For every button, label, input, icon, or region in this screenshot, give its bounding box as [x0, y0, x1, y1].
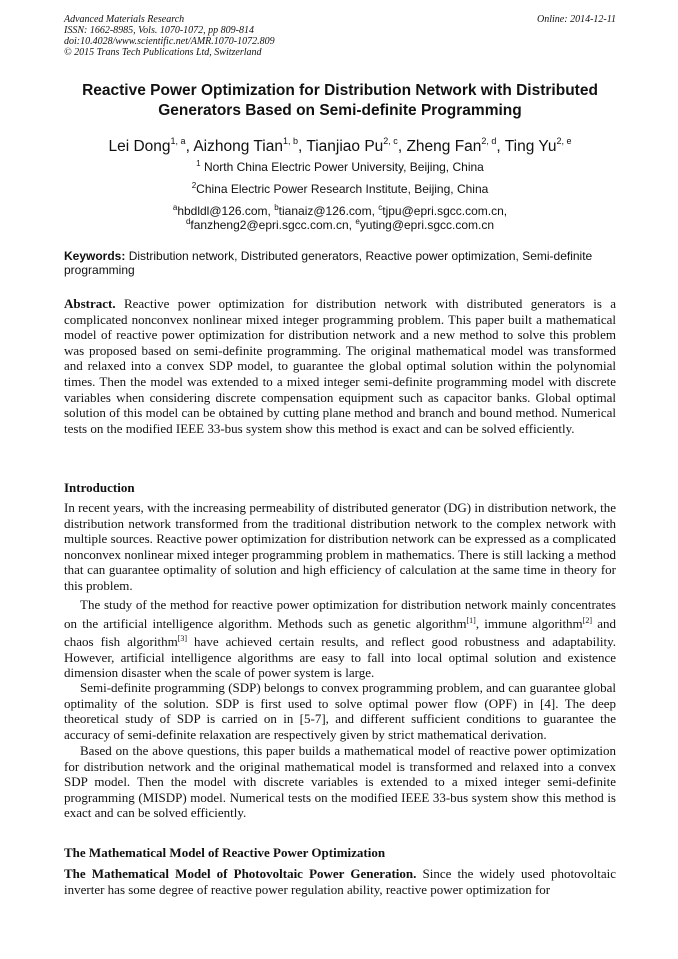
author-sup: 2, e [556, 136, 572, 146]
affiliation-text: North China Electric Power University, Beijing, China [200, 160, 484, 174]
affiliation-2 [64, 179, 616, 196]
paragraph-text: Since the widely used photovoltaic inverter has some degree of reactive power regulation ability, reactive power optimization for [64, 866, 616, 897]
author-sup: 2, c [383, 136, 398, 146]
paragraph-text: and chaos fish algorithm [64, 615, 616, 650]
email-sup: c [378, 203, 383, 212]
abstract [64, 296, 616, 436]
author-sep: , [297, 138, 307, 155]
paper-title [64, 81, 616, 121]
issn-line: ISSN: 1662-8985, Vols. 1070-1072, pp 809-814 [64, 25, 254, 36]
running-header [64, 14, 616, 58]
affiliation-1 [64, 157, 616, 174]
intro-paragraph-2 [64, 597, 616, 681]
title-line-1: Reactive Power Optimization for Distribution Network with Distributed [82, 82, 598, 99]
email: fanzheng2@epri.sgcc.com.cn, [190, 218, 356, 232]
citation: [1] [466, 615, 476, 625]
author: Ting Yu [504, 138, 557, 155]
copyright-line: © 2015 Trans Tech Publications Ltd, Switzerland [64, 47, 262, 58]
citation: [3] [177, 634, 188, 644]
author-sup: 2, d [481, 136, 497, 146]
author-sep: , [496, 138, 505, 155]
subsection-label: The Mathematical Model of Photovoltaic Power Generation. [64, 866, 417, 881]
email-sup: d [185, 217, 191, 226]
title-line-2: Generators Based on Semi-definite Programming [158, 102, 522, 119]
affiliation-text: China Electric Power Research Institute, Beijing, China [196, 182, 489, 196]
paragraph-text: , immune algorithm [475, 615, 583, 631]
email: tjpu@epri.sgcc.com.cn, [382, 204, 508, 218]
online-date: Online: 2014-12-11 [537, 14, 616, 25]
paragraph-text: The study of the method for reactive power optimization for distribution network mainly concentrates on the artificial intelligence algorithm. Methods such as genetic algorithm [64, 597, 616, 631]
email: tianaiz@126.com, [278, 204, 379, 218]
email-sup: e [355, 217, 360, 226]
intro-paragraph-3: Semi-definite programming (SDP) belongs to convex programming problem, and can guarantee global optimality of the solution. SDP is first used to solve optimal power flow (OPF) in [4]. The deep theoretical study of SDP is carried on in [5-7], and different sufficient conditions to guarantee the accuracy of semi-definite relaxation are respectively given by strict mathematical derivation. [64, 680, 616, 742]
author: Zheng Fan [406, 138, 482, 155]
author: Aizhong Tian [193, 138, 283, 155]
citation: [2] [582, 615, 593, 625]
email-sup: a [172, 203, 178, 212]
author-sup: 1, b [282, 136, 298, 146]
doi-line: doi:10.4028/www.scientific.net/AMR.1070-1072.809 [64, 36, 275, 47]
abstract-text: Reactive power optimization for distribution network with distributed generators is a complicated nonconvex nonlinear mixed integer programming problem. This paper built a mathematical model of reactive power optimization for distribution network and a new method to solve this problem was proposed based on semi-definite programming. The original mathematical model was transformed and relaxed into a convex SDP model, to guarantee the global optimal solution within the polynomial times. Then the model was extended to a mixed integer semi-definite programming model with discrete variables when considering discrete compensation equipment such as capacitor banks. Global optimal solution of this model can be obtained by cutting plane method and branch and bound method. Numerical tests on the modified IEEE 33-bus system show this method is exact and can be solved efficiently. [64, 296, 616, 436]
abstract-label: Abstract. [64, 296, 116, 311]
affiliation-sup: 1 [196, 159, 201, 168]
author-sep: , [397, 138, 407, 155]
author: Lei Dong [108, 138, 171, 155]
section-heading-introduction: Introduction [64, 480, 135, 495]
paragraph-text: have achieved certain results, and reflect good robustness and adaptability. However, artificial intelligence algorithms are easy to fall into local optimal solution and existence dimension disaster when the scale of power system is large. [64, 634, 616, 681]
affiliation-sup: 2 [191, 181, 197, 190]
email-line-2 [64, 215, 616, 232]
journal-name: Advanced Materials Research [64, 14, 185, 25]
section2-paragraph [64, 866, 616, 897]
section-heading-mathematical-model: The Mathematical Model of Reactive Power Optimization [64, 845, 386, 860]
intro-paragraph-4: Based on the above questions, this paper builds a mathematical model of reactive power optimization for distribution network and the original mathematical model is transformed and relaxed into a convex SDP model. Then the model with discrete variables is extended to a mixed integer semi-definite programming (MISDP) model. Numerical tests on the modified IEEE 33-bus system show this method is exact and can be solved efficiently. [64, 743, 616, 821]
author: Tianjiao Pu [306, 138, 384, 155]
keywords-label: Keywords: [64, 249, 126, 263]
keywords-text: Distribution network, Distributed generators, Reactive power optimization, Semi-definite programming [64, 249, 593, 277]
email: hbdldl@126.com, [177, 204, 275, 218]
email-sup: b [274, 203, 279, 212]
keywords [64, 249, 616, 277]
email: yuting@epri.sgcc.com.cn [359, 218, 495, 232]
author-sep: , [185, 138, 194, 155]
author-list [64, 131, 616, 157]
intro-paragraph-1: In recent years, with the increasing permeability of distributed generator (DG) in distribution network, the distribution network transformed from the traditional distribution network to the complex network with multiple sources. Reactive power optimization for distribution network can be expressed as a complicated nonconvex nonlinear mixed integer programming problem in mathematics. There is still lacking a method that can guarantee optimality of solution and high efficiency of calculation at the same time in theory for this problem. [64, 500, 616, 593]
author-sup: 1, a [170, 136, 186, 146]
